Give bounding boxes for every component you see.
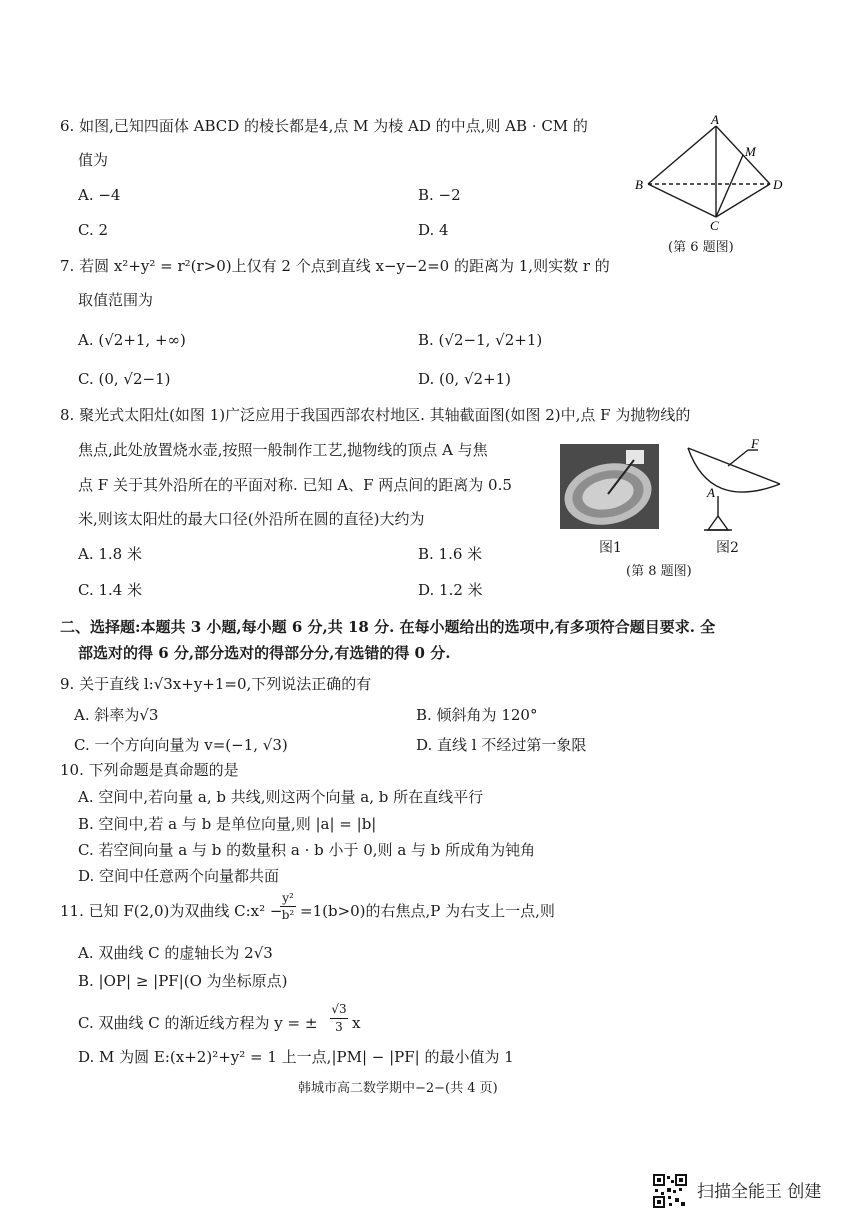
- q8-parabola-figure: [680, 436, 790, 538]
- q6-stem-line1: 6. 如图,已知四面体 ABCD 的棱长都是4,点 M 为棱 AD 的中点,则 AB · CM 的: [60, 117, 588, 135]
- q11-stem-post: =1(b>0)的右焦点,P 为右支上一点,则: [300, 902, 555, 920]
- q6-option-d: D. 4: [418, 221, 449, 239]
- q6-label-a: A: [711, 112, 719, 127]
- q7-stem-line2: 取值范围为: [78, 291, 154, 309]
- scanner-watermark: 扫描全能王 创建: [697, 1182, 822, 1202]
- q7-option-d: D. (0, √2+1): [418, 370, 512, 388]
- q8-option-c: C. 1.4 米: [78, 581, 143, 599]
- solar-dish-image: [560, 444, 659, 529]
- q6-label-d: D: [773, 177, 783, 192]
- q11-fraction-denominator: b²: [281, 908, 295, 922]
- q6-stem-line2: 值为: [78, 151, 109, 169]
- q6-option-a: A. −4: [78, 186, 121, 204]
- q10-option-b: B. 空间中,若 a 与 b 是单位向量,则 |a| = |b|: [78, 815, 377, 833]
- q9-stem: 9. 关于直线 l:√3x+y+1=0,下列说法正确的有: [60, 675, 372, 693]
- q6-option-c: C. 2: [78, 221, 109, 239]
- q8-option-a: A. 1.8 米: [78, 545, 142, 563]
- q8-label-a: A: [707, 485, 715, 500]
- q6-label-b: B: [635, 177, 643, 192]
- q10-stem: 10. 下列命题是真命题的是: [60, 761, 239, 779]
- q7-option-a: A. (√2+1, +∞): [78, 331, 186, 349]
- q11-stem-pre: 11. 已知 F(2,0)为双曲线 C:x² −: [60, 902, 283, 920]
- q10-option-d: D. 空间中任意两个向量都共面: [78, 867, 280, 885]
- q8-label-f: F: [751, 436, 759, 451]
- page-footer: 韩城市高二数学期中−2−(共 4 页): [298, 1081, 498, 1096]
- q8-option-b: B. 1.6 米: [418, 545, 483, 563]
- q11-fraction-bar: [280, 906, 296, 907]
- section2-heading-line2: 部选对的得 6 分,部分选对的得部分分,有选错的得 0 分.: [78, 644, 451, 662]
- q6-tetrahedron-figure: [630, 112, 800, 234]
- q8-figure-caption: (第 8 题图): [626, 564, 692, 579]
- q7-option-b: B. (√2−1, √2+1): [418, 331, 543, 349]
- q9-option-d: D. 直线 l 不经过第一象限: [416, 736, 587, 754]
- q8-option-d: D. 1.2 米: [418, 581, 483, 599]
- q10-option-c: C. 若空间向量 a 与 b 的数量积 a · b 小于 0,则 a 与 b 所成角为钝角: [78, 841, 536, 859]
- q11-fraction-numerator: y²: [282, 891, 294, 905]
- q6-option-b: B. −2: [418, 186, 461, 204]
- q9-option-b: B. 倾斜角为 120°: [416, 706, 538, 724]
- q11-option-c-pre: C. 双曲线 C 的渐近线方程为 y = ±: [78, 1014, 318, 1032]
- q11-option-c-post: x: [352, 1014, 361, 1032]
- q11-option-a: A. 双曲线 C 的虚轴长为 2√3: [78, 944, 273, 962]
- q9-option-c: C. 一个方向向量为 v=(−1, √3): [74, 736, 288, 754]
- q8-fig1-label: 图1: [599, 540, 622, 556]
- q10-option-a: A. 空间中,若向量 a, b 共线,则这两个向量 a, b 所在直线平行: [78, 788, 484, 806]
- q8-stem-line3: 点 F 关于其外沿所在的平面对称. 已知 A、F 两点间的距离为 0.5: [78, 476, 512, 494]
- q7-option-c: C. (0, √2−1): [78, 370, 171, 388]
- q8-stem-line2: 焦点,此处放置烧水壶,按照一般制作工艺,抛物线的顶点 A 与焦: [78, 441, 488, 459]
- q8-solar-cooker-photo: [560, 444, 659, 529]
- q6-label-c: C: [710, 218, 719, 233]
- q8-stem-line4: 米,则该太阳灶的最大口径(外沿所在圆的直径)大约为: [78, 510, 425, 528]
- q11-c-fraction-bar: [330, 1018, 348, 1019]
- q11-option-d: D. M 为圆 E:(x+2)²+y² = 1 上一点,|PM| − |PF| 的最小值为 1: [78, 1048, 514, 1066]
- q11-option-b: B. |OP| ≥ |PF|(O 为坐标原点): [78, 972, 288, 990]
- qr-code-icon: [653, 1174, 687, 1208]
- q9-option-a: A. 斜率为√3: [74, 706, 159, 724]
- q7-stem-line1: 7. 若圆 x²+y² = r²(r>0)上仅有 2 个点到直线 x−y−2=0 的距离为 1,则实数 r 的: [60, 257, 610, 275]
- q6-figure-caption: (第 6 题图): [668, 240, 734, 255]
- q11-c-fraction-numerator: √3: [331, 1002, 347, 1016]
- q11-c-fraction-denominator: 3: [335, 1020, 343, 1034]
- q8-fig2-label: 图2: [716, 540, 739, 556]
- q8-stem-line1: 8. 聚光式太阳灶(如图 1)广泛应用于我国西部农村地区. 其轴截面图(如图 2)中,点 F 为抛物线的: [60, 406, 691, 424]
- q6-label-m: M: [745, 144, 756, 159]
- section2-heading-line1: 二、选择题:本题共 3 小题,每小题 6 分,共 18 分. 在每小题给出的选项中,有多项符合题目要求. 全: [60, 618, 716, 636]
